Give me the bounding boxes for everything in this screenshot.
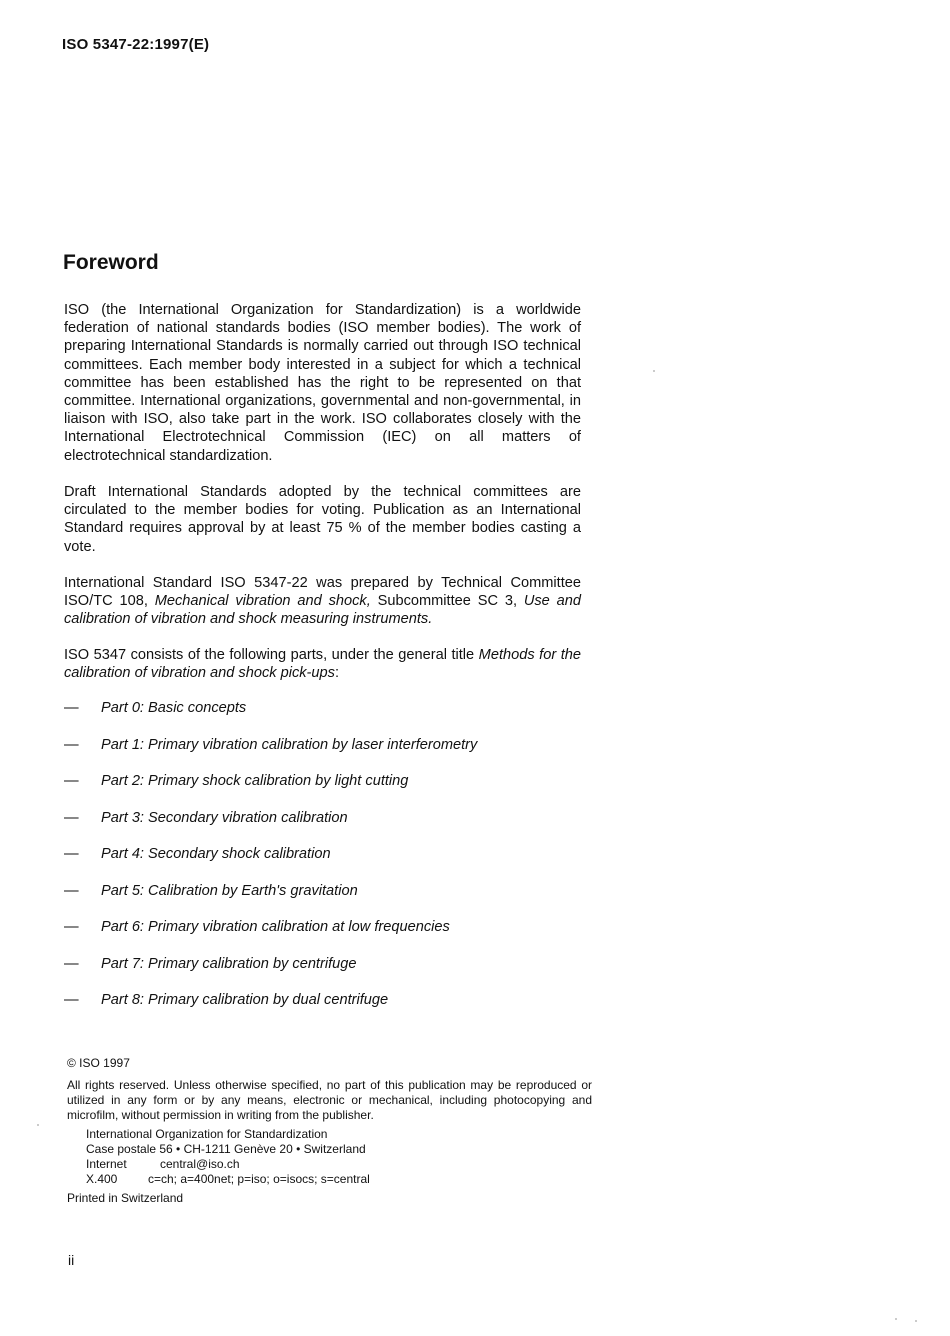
list-item (64, 700, 246, 716)
org-name: International Organization for Standardization (86, 1127, 328, 1141)
list-item-text: Part 1: Primary vibration calibration by laser interferometry (101, 736, 478, 753)
list-dash: — (64, 700, 79, 716)
foreword-paragraph-1: ISO (the International Organization for Standardization) is a worldwide federation of national standards bodies (ISO member bodies). The work of preparing International Standards is normally carried out through ISO technical committees. Each member body interested in a subject for which a technical committee has been established has the right to be represented on that committee. International organizations, governmental and non-governmental, in liaison with ISO, also take part in the work. ISO collaborates closely with the International Electrotechnical Commission (IEC) on all matters of electrotechnical standardization. (64, 302, 581, 464)
list-item-text: Part 5: Calibration by Earth's gravitation (101, 882, 358, 899)
copyright-line: © ISO 1997 (67, 1056, 130, 1070)
list-dash: — (64, 809, 79, 826)
list-item (64, 737, 477, 753)
internet-label: Internet (86, 1157, 127, 1171)
page-number: ii (68, 1252, 75, 1268)
subcommittee-title: Use and calibration of vibration and shock measuring instruments. (64, 593, 581, 628)
paragraph-3-text-start: International Standard ISO 5347-22 was prepared by Technical Committee ISO/TC 108, (64, 575, 581, 610)
general-title: Methods for the calibration of vibration and shock pick-ups (64, 647, 581, 682)
x400-address: c=ch; a=400net; p=iso; o=isocs; s=central (148, 1172, 370, 1186)
internet-address: central@iso.ch (160, 1157, 240, 1171)
list-item-text: Part 6: Primary vibration calibration at low frequencies (101, 919, 450, 935)
list-dash: — (64, 736, 79, 753)
list-item (64, 883, 358, 899)
document-header-id: ISO 5347-22:1997(E) (62, 36, 210, 53)
list-dash: — (64, 919, 79, 935)
scan-speck (915, 1320, 917, 1322)
list-item (64, 919, 450, 935)
copyright-block (67, 1056, 592, 1206)
list-dash: — (64, 992, 79, 1008)
x400-line (67, 1172, 592, 1187)
committee-title: Mechanical vibration and shock, (154, 593, 371, 610)
scan-speck (895, 1318, 897, 1320)
list-item (64, 810, 348, 826)
list-item (64, 956, 357, 972)
foreword-paragraph-3 (64, 574, 581, 629)
list-item-text: Part 2: Primary shock calibration by light cutting (101, 773, 409, 789)
list-item-text: Part 8: Primary calibration by dual centrifuge (101, 992, 389, 1008)
list-dash: — (64, 882, 79, 899)
scan-speck (653, 370, 655, 372)
paragraph-4-text-start: ISO 5347 consists of the following parts, under the general title (64, 647, 479, 663)
internet-line (67, 1157, 592, 1172)
foreword-paragraph-4 (64, 646, 581, 682)
list-item-text: Part 0: Basic concepts (101, 700, 247, 716)
paragraph-3-text-mid: Subcommittee SC 3, (370, 593, 524, 610)
printed-in: Printed in Switzerland (67, 1191, 184, 1205)
list-item-text: Part 4: Secondary shock calibration (101, 846, 331, 862)
x400-label: X.400 (86, 1172, 118, 1186)
list-item (64, 773, 408, 789)
list-item-text: Part 3: Secondary vibration calibration (101, 809, 348, 826)
rights-statement: All rights reserved. Unless otherwise specified, no part of this publication may be reproduced or utilized in any form or by any means, electronic or mechanical, including photocopying and microfilm, without permission in writing from the publisher. (67, 1078, 592, 1122)
list-item-text: Part 7: Primary calibration by centrifuge (101, 955, 357, 972)
scan-speck (37, 1124, 39, 1126)
list-dash: — (64, 773, 79, 789)
postal-address: Case postale 56 • CH-1211 Genève 20 • Switzerland (86, 1142, 366, 1156)
list-dash: — (64, 846, 79, 862)
page-title: Foreword (63, 251, 159, 274)
list-item (64, 992, 388, 1008)
paragraph-4-text-end: : (334, 665, 340, 682)
list-item (64, 846, 331, 862)
list-dash: — (64, 955, 79, 972)
foreword-paragraph-2: Draft International Standards adopted by the technical committees are circulated to the member bodies for voting. Publication as an International Standard requires approval by at least 75 % of the member bodies casting a vote. (64, 484, 581, 555)
